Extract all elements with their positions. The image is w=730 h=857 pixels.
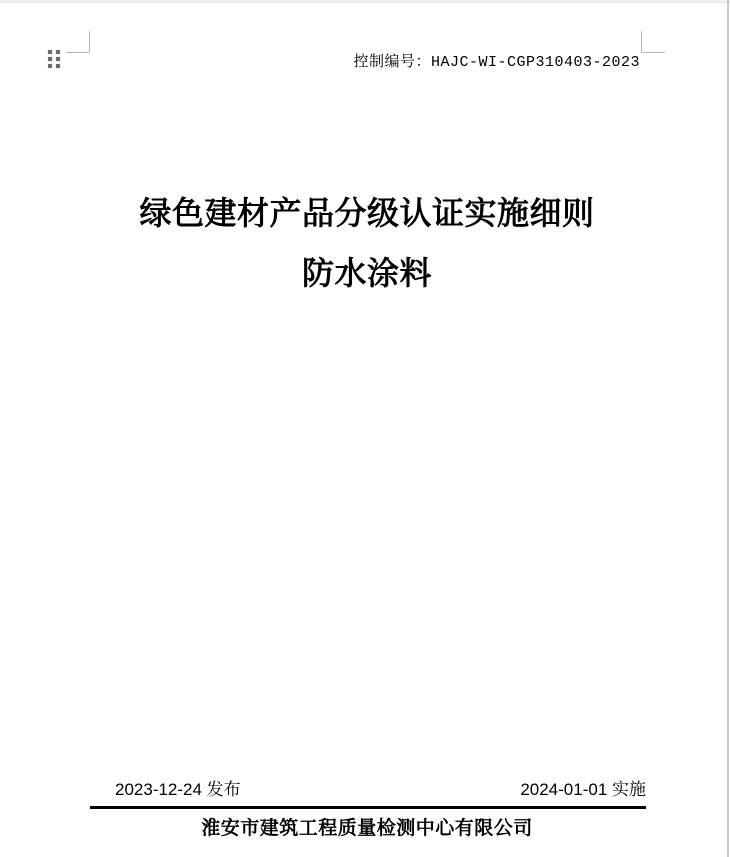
handle-dot [56,50,60,54]
handle-dot [48,57,52,61]
document-title: 绿色建材产品分级认证实施细则 [139,195,595,231]
drag-handle-icon[interactable] [48,50,60,68]
viewport-top-edge [0,0,730,3]
viewport-right-edge [727,0,729,857]
handle-dot [56,64,60,68]
control-number: 控制编号：HAJC-WI-CGP310403-2023 [353,54,640,71]
footer-divider-rule [90,806,646,809]
company-name: 淮安市建筑工程质量检测中心有限公司 [201,818,533,839]
implementation-date: 2024-01-01 实施 [520,780,646,799]
footer-dates-row [90,779,646,801]
document-subtitle: 防水涂料 [301,255,432,291]
handle-dot [48,50,52,54]
release-date: 2023-12-24 发布 [115,780,241,799]
handle-dot [48,64,52,68]
margin-crop-mark-top-right-icon [641,31,665,53]
margin-crop-mark-top-left-icon [66,31,90,53]
handle-dot [56,57,60,61]
